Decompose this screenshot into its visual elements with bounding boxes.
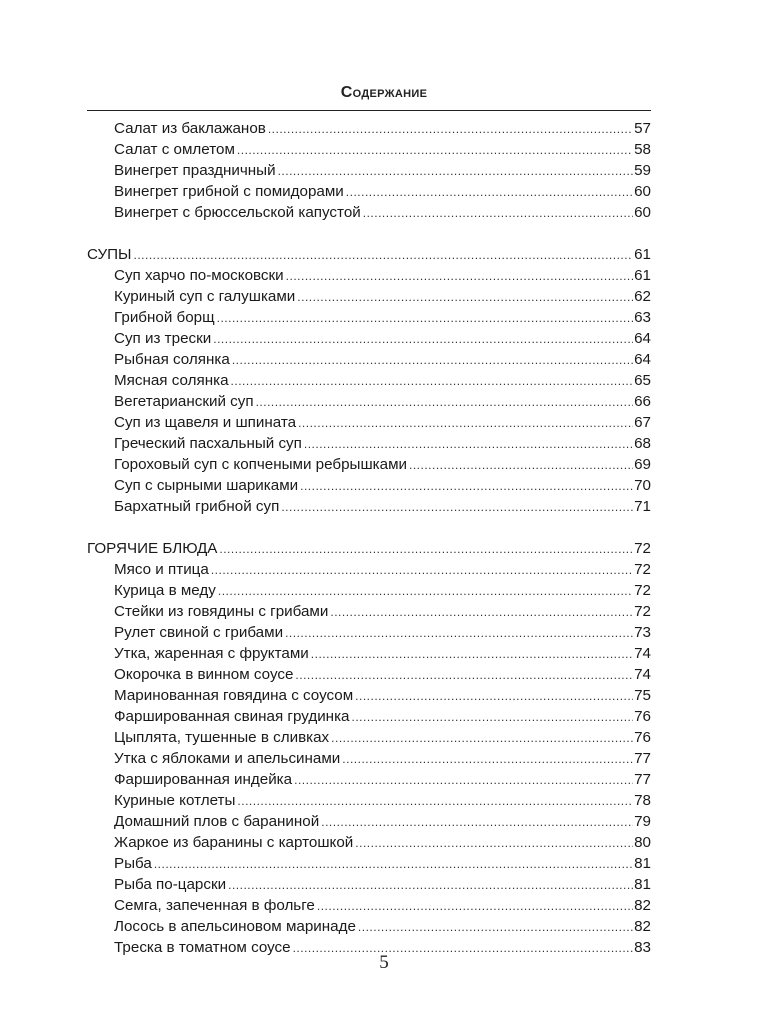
toc-dot-leader <box>331 728 633 749</box>
toc-dot-leader <box>285 623 633 644</box>
toc-entry-title: Грибной борщ <box>114 309 215 326</box>
toc-entry-title: Винегрет грибной с помидорами <box>114 183 344 200</box>
toc-entry <box>87 286 651 307</box>
toc-entry-page: 74 <box>634 666 651 683</box>
toc-dot-leader <box>409 455 633 476</box>
toc-dot-leader <box>355 833 633 854</box>
toc-entry-page: 72 <box>634 540 651 557</box>
toc-entry-page: 69 <box>634 456 651 473</box>
header-divider <box>87 110 651 111</box>
toc-entry-title: Гороховый суп с копчеными ребрышками <box>114 456 407 473</box>
toc-entry-page: 67 <box>634 414 651 431</box>
toc-entry <box>87 202 651 223</box>
toc-entry <box>87 496 651 517</box>
toc-entry-title: Рыба <box>114 855 152 872</box>
toc-entry <box>87 622 651 643</box>
toc-entry-title: Мясная солянка <box>114 372 229 389</box>
toc-entry <box>87 832 651 853</box>
toc-entry <box>87 265 651 286</box>
toc-dot-leader <box>352 707 634 728</box>
toc-entry <box>87 328 651 349</box>
toc-entry <box>87 727 651 748</box>
toc-entry <box>87 706 651 727</box>
page-title: Содержание <box>340 84 428 101</box>
toc-entry-page: 65 <box>634 372 651 389</box>
toc-dot-leader <box>298 413 633 434</box>
toc-entry-title: Мясо и птица <box>114 561 209 578</box>
toc-dot-leader <box>256 392 634 413</box>
toc-entry <box>87 643 651 664</box>
toc-entry-title: Суп из трески <box>114 330 212 347</box>
toc-entry-title: Греческий пасхальный суп <box>114 435 302 452</box>
toc-dot-leader <box>286 266 633 287</box>
toc-entry-title: Домашний плов с бараниной <box>114 813 320 830</box>
toc-dot-leader <box>237 791 633 812</box>
toc-dot-leader <box>342 749 633 770</box>
toc-dot-leader <box>358 917 633 938</box>
toc-entry-title: Рыба по-царски <box>114 876 227 893</box>
toc-entry-page: 59 <box>634 162 651 179</box>
toc-entry <box>87 811 651 832</box>
toc-dot-leader <box>228 875 633 896</box>
toc-dot-leader <box>294 770 633 791</box>
toc-entry <box>87 580 651 601</box>
toc-dot-leader <box>295 665 633 686</box>
toc-entry <box>87 307 651 328</box>
toc-entry-page: 71 <box>634 498 651 515</box>
toc-entry <box>87 433 651 454</box>
toc-entry-title: Куриный суп с галушками <box>114 288 296 305</box>
toc-entry-title: Фаршированная свиная грудинка <box>114 708 350 725</box>
toc-entry <box>87 853 651 874</box>
toc-entry-page: 76 <box>634 708 651 725</box>
toc-entry <box>87 601 651 622</box>
toc-entry <box>87 916 651 937</box>
page-number: 5 <box>379 952 389 973</box>
toc-entry-page: 61 <box>634 246 651 263</box>
toc-entry-page: 72 <box>634 582 651 599</box>
toc-dot-leader <box>211 560 633 581</box>
toc-entry-page: 60 <box>634 204 651 221</box>
toc-entry-title: Окорочка в винном соусе <box>114 666 294 683</box>
toc-dot-leader <box>268 119 633 140</box>
toc-entry <box>87 475 651 496</box>
toc-entry-title: Суп харчо по-московски <box>114 267 284 284</box>
toc-entry <box>87 790 651 811</box>
toc-dot-leader <box>219 539 633 560</box>
toc-dot-leader <box>311 644 633 665</box>
toc-entry-page: 62 <box>634 288 651 305</box>
toc-entry-page: 72 <box>634 561 651 578</box>
toc-entry <box>87 454 651 475</box>
toc-entry <box>87 370 651 391</box>
toc-entry-page: 74 <box>634 645 651 662</box>
toc-entry-title: Вегетарианский суп <box>114 393 254 410</box>
toc-dot-leader <box>278 161 634 182</box>
toc-entry-page: 79 <box>634 813 651 830</box>
toc-entry-page: 60 <box>634 183 651 200</box>
toc-dot-leader <box>213 329 633 350</box>
toc-entry-title: СУПЫ <box>87 246 132 263</box>
toc-entry-page: 70 <box>634 477 651 494</box>
toc-entry <box>87 748 651 769</box>
toc-entry-title: Салат из баклажанов <box>114 120 266 137</box>
toc-entry-page: 58 <box>634 141 651 158</box>
toc-entry-page: 77 <box>634 750 651 767</box>
toc-entry <box>87 685 651 706</box>
toc-entry <box>87 664 651 685</box>
toc-dot-leader <box>321 812 633 833</box>
toc-entry-title: Лосось в апельсиновом маринаде <box>114 918 356 935</box>
toc-entry-title: Салат с омлетом <box>114 141 235 158</box>
toc-dot-leader <box>355 686 633 707</box>
toc-entry-title: Винегрет с брюссельской капустой <box>114 204 361 221</box>
toc-entry-title: Бархатный грибной суп <box>114 498 280 515</box>
toc-entry-title: Утка, жаренная с фруктами <box>114 645 309 662</box>
toc-entry-page: 68 <box>634 435 651 452</box>
toc-entry-page: 63 <box>634 309 651 326</box>
toc-entry-page: 83 <box>634 939 651 956</box>
toc-entry-title: Семга, запеченная в фольге <box>114 897 315 914</box>
toc-entry-title: Рулет свиной с грибами <box>114 624 284 641</box>
toc-entry-title: Суп из щавеля и шпината <box>114 414 297 431</box>
toc-entry-page: 76 <box>634 729 651 746</box>
toc-section-entry <box>87 538 651 559</box>
toc-dot-leader <box>217 308 633 329</box>
toc-entry-page: 72 <box>634 603 651 620</box>
toc-entry-title: Куриные котлеты <box>114 792 236 809</box>
toc-entry-page: 81 <box>634 855 651 872</box>
toc-entry-title: Маринованная говядина с соусом <box>114 687 354 704</box>
toc-entry <box>87 412 651 433</box>
toc-dot-leader <box>317 896 633 917</box>
toc-entry-title: Стейки из говядины с грибами <box>114 603 329 620</box>
toc-entry <box>87 874 651 895</box>
toc-dot-leader <box>300 476 633 497</box>
toc-entry-page: 78 <box>634 792 651 809</box>
toc-entry-title: Жаркое из баранины с картошкой <box>114 834 354 851</box>
toc-dot-leader <box>304 434 633 455</box>
table-of-contents <box>87 118 651 958</box>
toc-entry <box>87 769 651 790</box>
toc-dot-leader <box>297 287 633 308</box>
toc-dot-leader <box>133 245 633 266</box>
toc-entry-page: 80 <box>634 834 651 851</box>
toc-entry-title: ГОРЯЧИЕ БЛЮДА <box>87 540 218 557</box>
toc-entry-page: 81 <box>634 876 651 893</box>
toc-entry-title: Треска в томатном соусе <box>114 939 291 956</box>
toc-entry-page: 75 <box>634 687 651 704</box>
toc-dot-leader <box>232 350 633 371</box>
toc-entry <box>87 139 651 160</box>
toc-entry-page: 61 <box>634 267 651 284</box>
toc-entry-page: 64 <box>634 330 651 347</box>
toc-entry <box>87 160 651 181</box>
toc-entry <box>87 559 651 580</box>
toc-dot-leader <box>237 140 633 161</box>
toc-entry-page: 64 <box>634 351 651 368</box>
toc-entry-title: Курица в меду <box>114 582 216 599</box>
toc-entry <box>87 895 651 916</box>
toc-entry-title: Рыбная солянка <box>114 351 230 368</box>
toc-entry-title: Суп с сырными шариками <box>114 477 299 494</box>
toc-dot-leader <box>281 497 633 518</box>
toc-dot-leader <box>231 371 634 392</box>
toc-entry-page: 57 <box>634 120 651 137</box>
toc-dot-leader <box>330 602 633 623</box>
toc-entry-title: Утка с яблоками и апельсинами <box>114 750 341 767</box>
toc-dot-leader <box>363 203 633 224</box>
toc-entry-title: Винегрет праздничный <box>114 162 276 179</box>
toc-entry-title: Цыплята, тушенные в сливках <box>114 729 330 746</box>
toc-dot-leader <box>346 182 633 203</box>
toc-entry <box>87 118 651 139</box>
toc-section-entry <box>87 244 651 265</box>
toc-entry-page: 82 <box>634 897 651 914</box>
toc-entry-page: 66 <box>634 393 651 410</box>
toc-entry <box>87 181 651 202</box>
toc-entry-page: 73 <box>634 624 651 641</box>
toc-entry-page: 82 <box>634 918 651 935</box>
toc-entry-page: 77 <box>634 771 651 788</box>
toc-dot-leader <box>218 581 633 602</box>
toc-dot-leader <box>154 854 633 875</box>
toc-entry <box>87 391 651 412</box>
toc-entry <box>87 349 651 370</box>
toc-entry-title: Фаршированная индейка <box>114 771 293 788</box>
